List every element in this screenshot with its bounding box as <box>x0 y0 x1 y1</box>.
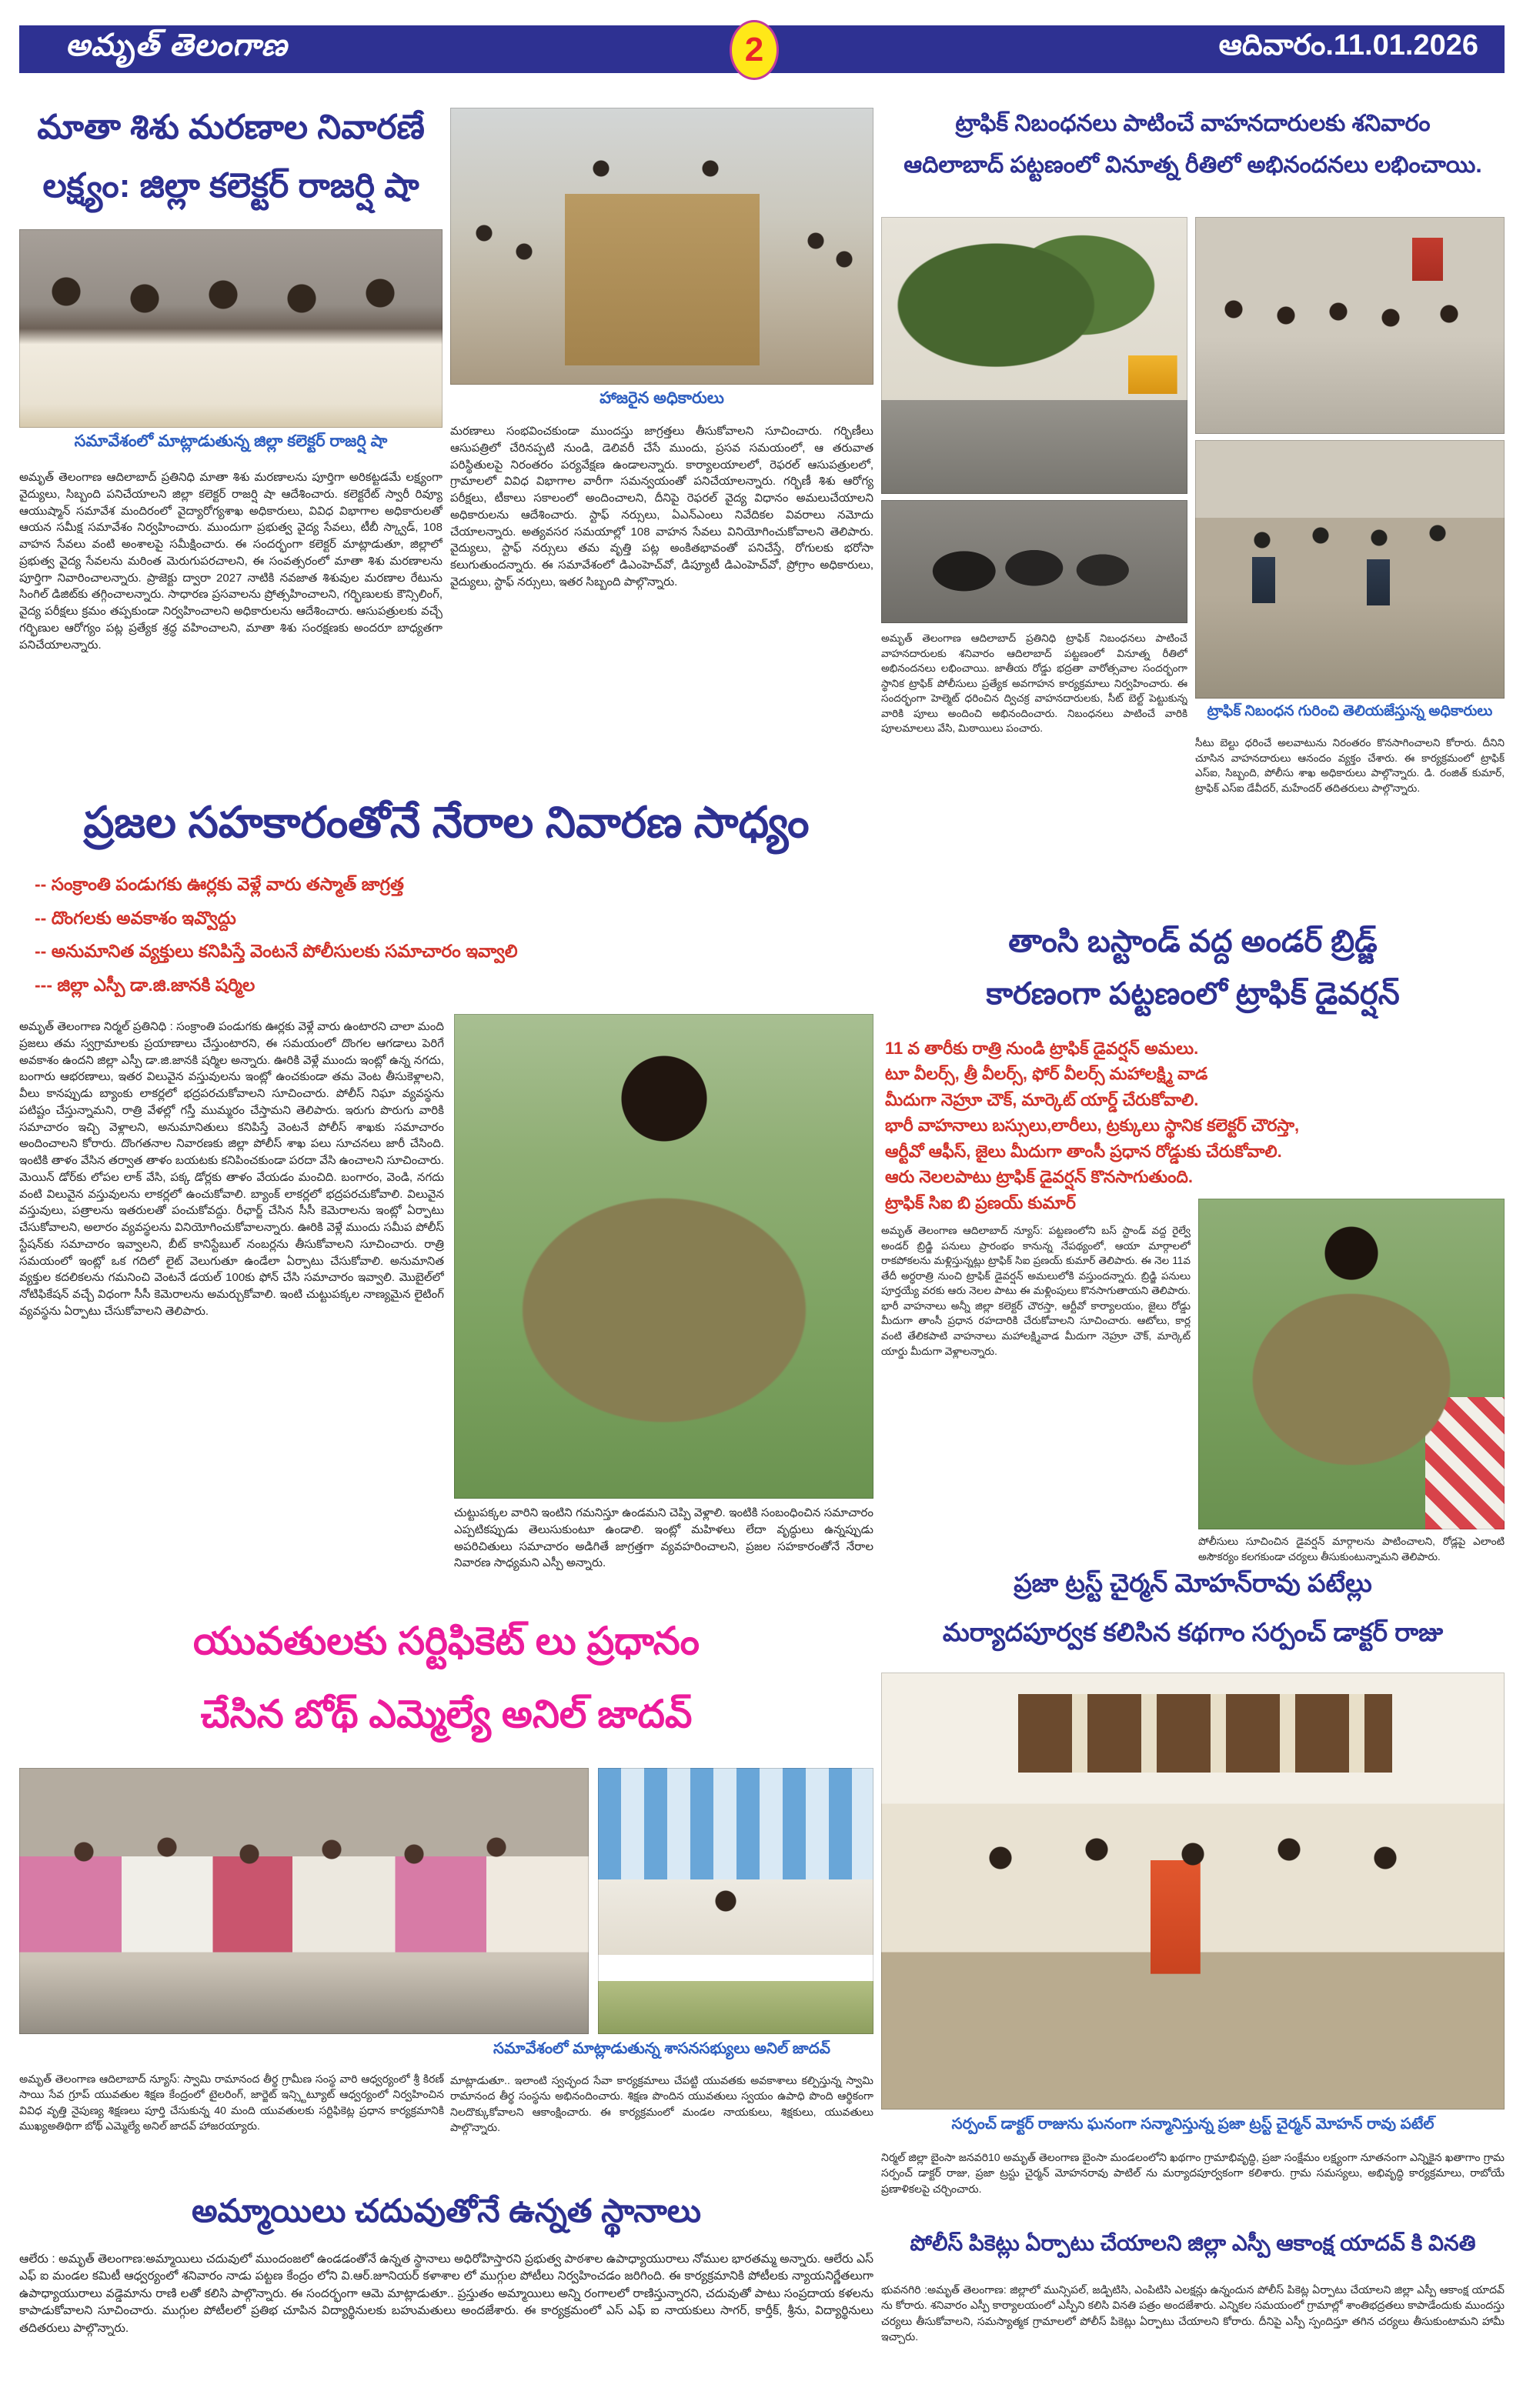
photo-caption: ట్రాఫిక్ నిబంధన గురించి తెలియజేస్తున్న అధికారులు <box>1207 703 1493 719</box>
article-traffic-body-right: సీటు బెల్టు ధరించే అలవాటును నిరంతరం కొనసాగించాలని కోరారు. దీనిని చూసిన వాహనదారులు ఆనందం వ్యక్తం చేశారు. ఈ కార్యక్రమంలో ట్రాఫిక్ ఎస్ఐ, సిబ్బంది, పోలీసు శాఖ అధికారులు పాల్గొన్నారు. డి. రంజిత్ కుమార్, ట్రాఫిక్ ఎస్ఐ డేవీదర్, మహేందర్ తదితరులు పాల్గొన్నారు. <box>1195 737 1505 794</box>
bullet-line: -- దొంగలకు అవకాశం ఇవ్వొద్దు <box>35 907 236 928</box>
headline-line: అమ్మాయిలు చదువుతోనే ఉన్నత స్థానాలు <box>191 2193 702 2229</box>
photo-traffic-ci-portrait <box>1198 1199 1505 1529</box>
article-certificates-headline <box>19 1605 873 1751</box>
bullet-line: --- జిల్లా ఎస్పీ డా.జి.జానకి షర్మిల <box>35 975 256 996</box>
article-maternal-body-left: అమృత్ తెలంగాణ ఆదిలాబాద్ ప్రతినిధి మాతా శిశు మరణాలను పూర్తిగా అరికట్టడమే లక్ష్యంగా వైద్యులు, సిబ్బంది పనిచేయాలని జిల్లా కలెక్టర్ రాజర్షి షా ఆదేశించారు. కలెక్టరేట్ స్వారీ రివ్యూ ఆయుష్మాన్ సమావేశ మందిరంలో వైద్యారోగ్యశాఖ అధికారులు, వివిధ విభాగాల అధికారులతో ఆయన సమీక్ష సమావేశం నిర్వహించారు. ముందుగా ప్రభుత్వ వైద్య సేవలు, టీబీ స్క్వాడ్, 108 వాహన సేవలు వంటి అంశాలపై సమీక్షించారు. ఈ సందర్భంగా కలెక్టర్ మాట్లాడుతూ, జిల్లాలో ప్రభుత్వ వైద్య సేవలను మరింత మెరుగుపరచాలని, ఈ సంవత్సరంలో మాతా శిశు మరణాలను పూర్తిగా నివారించాలన్నారు. ప్రాజెక్టు ద్వారా 2027 నాటికి నవజాత శిశువుల మరణాల రేటును సింగిల్ డిజిట్‌కు తగ్గించాలన్నారు. సాధారణ ప్రసవాలను ప్రోత్సహించాలని, గర్భిణులకు కౌన్సిలింగ్, వైద్య పరీక్షలు క్రమం తప్పకుండా నిర్వహించాలని అధికారులను ఆదేశించారు. ఆసుపత్రులకు వచ్చే గర్భిణుల ఆరోగ్యం పట్ల ప్రత్యేక శ్రద్ధ వహించాలని, మాతా శిశు సంరక్షణకు అందరూ బాధ్యతగా పనిచేయాలన్నారు. <box>19 471 443 652</box>
bullet-line: -- సంక్రాంతి పండుగకు ఊర్లకు వెళ్లే వారు తస్మాత్ జాగ్రత్త <box>35 874 404 894</box>
photo-caption: సమావేశంలో మాట్లాడుతున్న శాసనసభ్యులు అనిల్ జాదవ్ <box>493 2040 830 2057</box>
photo-caption: సర్పంచ్ డాక్టర్ రాజును ఘనంగా సన్మానిస్తున్న ప్రజా ట్రస్ట్ చైర్మన్ మోహన్ రావు పటేల్ <box>951 2116 1434 2133</box>
headline-line: ప్రజల సహకారంతోనే నేరాల నివారణ సాధ్యం <box>83 798 810 846</box>
page-number-badge <box>730 20 779 80</box>
photo-sp-officer-portrait <box>454 1014 873 1499</box>
headline-line: మాతా శిశు మరణాల నివారణే <box>37 108 425 146</box>
photo-greeting-riders <box>1195 217 1505 434</box>
photo-police-street <box>1195 440 1505 699</box>
bullet-line: -- అనుమానిత వ్యక్తులు కనిపిస్తే వెంటనే పోలీసులకు సమాచారం ఇవ్వాలి <box>35 941 518 962</box>
newspaper-brand: అమృత్ తెలంగాణ <box>65 28 288 62</box>
edition-date: ఆదివారం.11.01.2026 <box>1218 29 1478 62</box>
photo-caption: సమావేశంలో మాట్లాడుతున్న జిల్లా కలెక్టర్ రాజర్షి షా <box>74 432 388 450</box>
article-certificates-body-left: అమృత్ తెలంగాణ ఆదిలాబాద్ న్యూస్: స్వామి రామానంద తీర్థ గ్రామీణ సంస్థ వారి ఆధ్వర్యంలో శ్రీ కిరణ్ సాయి సేవ గ్రూప్ యువతుల శిక్షణ కేంద్రంలో టైలరింగ్, జార్జెట్ ఇన్స్టిట్యూట్ ఆధ్వర్యంలో నిర్వహించిన వివిధ వృత్తి నైపుణ్య శిక్షణలు పూర్తి చేసుకున్న 40 మంది యువతులకు సర్టిఫికెట్ల ప్రధాన కార్యక్రమానికి ముఖ్యఅతిథిగా బోథ్ ఎమ్మెల్యే అనిల్ జాదవ్ హాజరయ్యారు. <box>19 2073 444 2132</box>
photo-mla-speaking <box>598 1768 873 2034</box>
headline-line: ట్రాఫిక్ నిబంధనలు పాటించే వాహనదారులకు శనివారం <box>955 111 1431 136</box>
photo-certificate-group <box>19 1768 589 2034</box>
photo-caption: హాజరైన అధికారులు <box>600 389 724 407</box>
page-number: 2 <box>744 31 764 68</box>
article-maternal-body-right: మరణాలు సంభవించకుండా ముందస్తు జాగ్రత్తలు తీసుకోవాలని సూచించారు. గర్భిణీలు ఆసుపత్రిలో చేరినప్పటి నుండి, డెలివరీ చేసే ముందు, ప్రసవ సమయంలో, ఆ తరువాత పరిస్థితులపై నిరంతరం పర్యవేక్షణ ఉండాలన్నారు. కార్యాలయాలలో, రెఫరల్ ఆసుపత్రులలో, గ్రామాలలో వివిధ విభాగాల వారీగా సమన్వయంతో పనిచేయాలన్నారు. గర్భిణీ శిశు ఆరోగ్య పరీక్షలు, టీకాలు సకాలంలో అందించాలని, దీనిపై రెఫరల్ వైద్య విధానం అమలుచేయాలని అధికారులను ఆదేశించారు. స్టాఫ్ నర్సులు, ఏఎన్ఎంలు నివేదికల వివరాలు నమోదు చేయాలన్నారు. అత్యవసర సమయాల్లో 108 వాహన సేవలు వినియోగించుకోవాలని తెలిపారు. వైద్యులు, స్టాఫ్ నర్సులు తమ వృత్తి పట్ల అంకితభావంతో పనిచేస్తే, రోగులకు భరోసా కలుగుతుందన్నారు. ఈ సమావేశంలో డిఎంహెచ్‌వో, డిప్యూటీ డిఎంహెచ్‌వో, ప్రోగ్రాం అధికారులు, వైద్యులు, స్టాఫ్ నర్సులు, ఇతర సిబ్బంది పాల్గొన్నారు. <box>450 425 873 589</box>
article-girls-body: ఆలేరు : అమృత్ తెలంగాణ:అమ్మాయిలు చదువులో ముందంజలో ఉండడంతోనే ఉన్నత స్థానాలు అధిరోహిస్తారని ప్రభుత్వ పాఠశాల ఉపాధ్యాయురాలు నోముల భారతమ్మ అన్నారు. ఆలేరు ఎస్ ఎఫ్ ఐ మండల కమిటీ ఆధ్వర్యంలో శనివారం నాడు పట్టణ కేంద్రం లోని వి.ఆర్.జూనియర్ కళాశాల లో ముగ్గుల పోటీలు నిర్వహించడం జరిగింది. ఈ కార్యక్రమానికి పోటీలకు న్యాయనిర్ణేతలుగా ఉపాధ్యాయురాలు వడ్డెమాను రాణి లతో కలిసి పాల్గొన్నారు. ఈ సందర్భంగా ఆమె మాట్లాడుతూ.. ప్రస్తుతం అమ్మాయిలు అన్ని రంగాలలో రాణిస్తున్నారని, చదువుతో పాటు సంప్రదాయ కళలను కాపాడుకోవాలని సూచించారు. ముగ్గుల పోటీలలో ప్రతిభ చూపిన విద్యార్థినులకు బహుమతులు అందజేశారు. ఈ కార్యక్రమంలో ఎస్ ఎఫ్ ఐ నాయకులు సాగర్, కార్తీక్, శ్రీను, విద్యార్థినులు తదితరులు పాల్గొన్నారు. <box>19 2253 873 2335</box>
article-girls-headline <box>19 2193 873 2238</box>
headline-line: కారణంగా పట్టణంలో ట్రాఫిక్ డైవర్షన్ <box>986 977 1400 1011</box>
article-traffic-headline <box>881 103 1505 186</box>
headline-line: యువతులకు సర్టిఫికెట్ లు ప్రధానం <box>192 1619 700 1663</box>
article-certificates-body-right: మాట్లాడుతూ.. ఇలాంటి స్వచ్ఛంద సేవా కార్యక్రమాలు చేపట్టి యువతకు అవకాశాలు కల్పిస్తున్న స్వామి రామానంద తీర్థ సంస్థను అభినందించారు. శిక్షణ పొందిన యువతులు స్వయం ఉపాధి పొంది ఆర్థికంగా నిలదొక్కుకోవాలని ఆకాంక్షించారు. ఈ కార్యక్రమంలో మండల నాయకులు, శిక్షకులు, యువతులు పాల్గొన్నారు. <box>450 2074 873 2133</box>
note-line: ఆర్టీవో ఆఫీస్, జైలు మీదుగా తాంసీ ప్రధాన రోడ్డుకు చేరుకోవాలి. <box>885 1141 1282 1161</box>
article-sarpanch-body: నిర్మల్ జిల్లా బైంసా జనవరి10 అమృత్ తెలంగాణ బైంసా మండలంలోని ఖథగాం గ్రామాభివృద్ధి, ప్రజా సంక్షేమం లక్ష్యంగా నూతనంగా ఎన్నికైన ఖతాగాం గ్రామ సర్పంచ్ డాక్టర్ రాజు, ప్రజా ట్రస్టు చైర్మన్ మోహనరావు పాటిల్ ను మర్యాదపూర్వకంగా కలిశారు. గ్రామ సమస్యలు, అభివృద్ధి కార్యక్రమాలు, రాబోయే ప్రణాళికలపై చర్చించారు. <box>881 2151 1505 2195</box>
article-maternal-headline <box>19 98 443 215</box>
headline-line: లక్ష్యం: జిల్లా కలెక్టర్ రాజర్షి షా <box>42 166 419 205</box>
headline-line: ఆదిలాబాద్ పట్టణంలో వినూత్న రీతిలో అభినందనలు లభించాయి. <box>903 152 1482 178</box>
article-diversion-notes <box>885 1036 1501 1216</box>
headline-line: ప్రజా ట్రస్ట్ చైర్మన్ మోహన్‌రావు పటేల్లు <box>1014 1569 1372 1597</box>
article-picket-body: భువనగిరి :అమృత్ తెలంగాణ: జిల్లాలో మున్సిపల్, జడ్పిటిసి, ఎంపిటిసి ఎలక్షన్లు ఉన్నందున పోలీస్ పికెట్ల ఏర్పాటు చేయాలని జిల్లా ఎస్పీ ఆకాంక్ష యాదవ్ ను కోరారు. శనివారం ఎస్పీ కార్యాలయంలో ఎస్పీని కలిసి వినతి పత్రం అందజేశారు. ఎన్నికల సమయంలో గ్రామాల్లో శాంతిభద్రతలు కాపాడేందుకు ముందస్తు చర్యలు తీసుకోవాలని, సమస్యాత్మక గ్రామాలలో పోలీస్ పికెట్లు ఏర్పాటు చేయాలని కోరారు. దీనిపై ఎస్పీ స్పందిస్తూ తగిన చర్యలు తీసుకుంటామని హామీ ఇచ్చారు. <box>881 2283 1505 2343</box>
note-line: ట్రాఫిక్ సిఐ బి ప్రణయ్ కుమార్ <box>885 1192 1076 1212</box>
article-diversion-body-right: పోలీసులు సూచించిన డైవర్షన్ మార్గాలను పాటించాలని, రోడ్లపై ఎలాంటి అసౌకర్యం కలగకుండా చర్యలు తీసుకుంటున్నామని తెలిపారు. <box>1198 1536 1505 1563</box>
headline-line: పోలీస్ పికెట్లు ఏర్పాటు చేయాలని జిల్లా ఎస్పీ ఆకాంక్ష యాదవ్ కి వినతి <box>910 2231 1476 2255</box>
headline-line: చేసిన బోథ్ ఎమ్మెల్యే అనిల్ జాదవ్ <box>200 1693 693 1736</box>
headline-line: మర్యాదపూర్వక కలిసిన కథగాం సర్పంచ్ డాక్టర్ రాజు <box>942 1618 1444 1647</box>
note-line: 11 వ తారీకు రాత్రి నుండి ట్రాఫిక్ డైవర్షన్ అమలు. <box>885 1039 1199 1058</box>
article-crime-bullets <box>35 868 850 1002</box>
article-diversion-body-left: అమృత్ తెలంగాణ ఆదిలాబాద్ న్యూస్: పట్టణంలోని బస్ స్టాండ్ వద్ద రైల్వే అండర్ బ్రిడ్జి పనులు ప్రారంభం కానున్న నేపథ్యంలో, ఆయా మార్గాలలో రాకపోకలను మళ్లిస్తున్నట్లు ట్రాఫిక్ సిఐ ప్రణయ్ కుమార్ తెలిపారు. ఈ నెల 11వ తేదీ అర్ధరాత్రి నుంచి ట్రాఫిక్ డైవర్షన్ అమలులోకి వస్తుందన్నారు. బ్రిడ్జి పనులు పూర్తయ్యే వరకు ఆరు నెలల పాటు ఈ మళ్లింపులు కొనసాగుతాయని తెలిపారు. భారీ వాహనాలు అన్నీ జిల్లా కలెక్టర్ చౌరస్తా, ఆర్టీవో కార్యాలయం, జైలు రోడ్డు మీదుగా తాంసీ ప్రధాన రహదారికి చేరుకోవాలని సూచించారు. ఆటోలు, కార్ల వంటి తేలికపాటి వాహనాలు మహాలక్ష్మివాడ మీదుగా నెహ్రూ చౌక్, మార్కెట్ యార్డు మీదుగా వెళ్లాలన్నారు. <box>881 1225 1191 1357</box>
article-diversion-headline <box>881 916 1505 1020</box>
note-line: ఆరు నెలలపాటు ట్రాఫిక్ డైవర్షన్ కొనసాగుతుంది. <box>885 1167 1194 1187</box>
article-crime-body-right: చుట్టుపక్కల వారిని ఇంటిని గమనిస్తూ ఉండమని చెప్పి వెళ్లాలి. ఇంటికి సంబంధించిన సమాచారం ఎప్పటికప్పుడు తెలుసుకుంటూ ఉండాలి. ఇంట్లో మహిళలు లేదా వృద్ధులు ఉన్నప్పుడు అపరిచితులు సమాచారం అడిగితే జాగ్రత్తగా వ్యవహరించాలని, ప్రజల సహకారంతోనే నేరాల నివారణ సాధ్యమని ఎస్పీ అన్నారు. <box>454 1506 873 1570</box>
article-crime-body-left: అమృత్ తెలంగాణ నిర్మల్ ప్రతినిధి : సంక్రాంతి పండుగకు ఊర్లకు వెళ్లే వారు ఉంటారని చాలా మంది ప్రజలు తమ స్వగ్రామాలకు ప్రయాణాలు చేస్తుంటారని, ఈ సమయంలో దొంగల ఆగడాలు పెరిగే అవకాశం ఉందని జిల్లా ఎస్పీ డా.జి.జానకి షర్మిల అన్నారు. ఊరికి వెళ్లే ముందు ఇంట్లో ఉన్న నగదు, బంగారు ఆభరణాలు, ఇతర విలువైన వస్తువులను ఇంట్లో ఉంచకుండా తమ వెంట తీసుకెళ్లాలని, వీలు కానప్పుడు బ్యాంకు లాకర్లలో భద్రపరచుకోవాలని సూచించారు. పోలీస్ నిఘా వ్యవస్థను పటిష్టం చేస్తున్నామని, రాత్రి వేళల్లో గస్తీ ముమ్మరం చేస్తామని తెలిపారు. ఇరుగు పొరుగు వారికి సమాచారం ఇచ్చి వెళ్లాలని, అనుమానితులు కనిపిస్తే వెంటనే పోలీస్ శాఖకు సమాచారం అందించాలని కోరారు. దొంగతనాల నివారణకు జిల్లా పోలీస్ శాఖ పలు సూచనలు జారీ చేసింది. ఇంటికి తాళం వేసిన తర్వాత తాళం బయటకు కనిపించకుండా పరదా వేసి ఉంచాలని సూచించారు. మెయిన్ డోర్‌కు లోపల లాక్ వేసి, పక్క డోర్లకు తాళం వేయడం మంచిది. బంగారం, వెండి, నగదు వంటి విలువైన వస్తువులను లాకర్లలో ఉంచుకోవాలి. బ్యాంక్ లాకర్లలో భద్రపరచుకోవాలి. విలువైన వస్తువులు, పత్రాలను ఇతరులతో పంచుకోవద్దు. రీఛార్జ్ చేసిన సీసీ కెమెరాలను ఇంట్లో ఏర్పాటు చేసుకోవాలని, అలారం వ్యవస్థలను వినియోగించుకోవాలన్నారు. ఊరికి వెళ్లే ముందు సమీప పోలీస్ స్టేషన్‌కు సమాచారం ఇవ్వాలని, బీట్ కానిస్టేబుల్ నంబర్లను తీసుకోవాలని సూచించారు. రాత్రి సమయంలో ఇంట్లో ఒక గదిలో లైట్ వెలుగుతూ ఉండేలా ఏర్పాటు చేసుకోవాలి. అనుమానిత వ్యక్తుల కదలికలను గమనించి వెంటనే డయల్ 100కు ఫోన్ చేసి సమాచారం ఇవ్వాలి. మొబైల్‌లో నోటిఫికేషన్ వచ్చే విధంగా సీసీ కెమెరాలను అమర్చుకోవాలి. ఇంటి చుట్టుపక్కల నాణ్యమైన లైటింగ్ వ్యవస్థను ఏర్పాటు చేసుకోవాలని తెలిపారు. <box>19 1020 444 1318</box>
note-line: టూ వీలర్స్, త్రీ వీలర్స్, ఫోర్ వీలర్స్ మహాలక్ష్మి వాడ <box>885 1064 1208 1084</box>
photo-motorcyclists <box>881 500 1187 623</box>
note-line: భారీ వాహనాలు బస్సులు,లారీలు, ట్రక్కులు స్థానిక కలెక్టర్ చౌరస్తా, <box>885 1116 1300 1136</box>
article-crime-headline <box>19 797 873 859</box>
photo-collector-meeting <box>19 229 443 428</box>
note-line: మీదుగా నెహ్రూ చౌక్, మార్కెట్ యార్డ్ చేరుకోవాలి. <box>885 1089 1199 1109</box>
headline-line: తాంసి బస్టాండ్ వద్ద అండర్ బ్రిడ్జ్ <box>1008 925 1378 959</box>
article-traffic-body-left: అమృత్ తెలంగాణ ఆదిలాబాద్ ప్రతినిధి ట్రాఫిక్ నిబంధనలు పాటించే వాహనదారులకు శనివారం ఆదిలాబాద్ పట్టణంలో వినూత్న రీతిలో అభినందనలు లభించాయి. జాతీయ రోడ్డు భద్రతా వారోత్సవాల సందర్భంగా స్థానిక ట్రాఫిక్ పోలీసులు ప్రత్యేక అవగాహన కార్యక్రమాలు నిర్వహించారు. ఈ సందర్భంగా హెల్మెట్ ధరించిన ద్విచక్ర వాహనదారులకు, సీట్ బెల్ట్ పెట్టుకున్న వారికి పూలు అందించి అభినందించారు. నిబంధనలు పాటించే వారికి పూలమాలలు వేసి, మిఠాయిలు పంచారు. <box>881 632 1187 735</box>
photo-conference-hall <box>450 108 873 385</box>
article-sarpanch-headline <box>881 1559 1505 1658</box>
photo-street-trees <box>881 217 1187 494</box>
photo-sarpanch-felicitation <box>881 1673 1505 2110</box>
article-picket-headline <box>881 2231 1505 2261</box>
